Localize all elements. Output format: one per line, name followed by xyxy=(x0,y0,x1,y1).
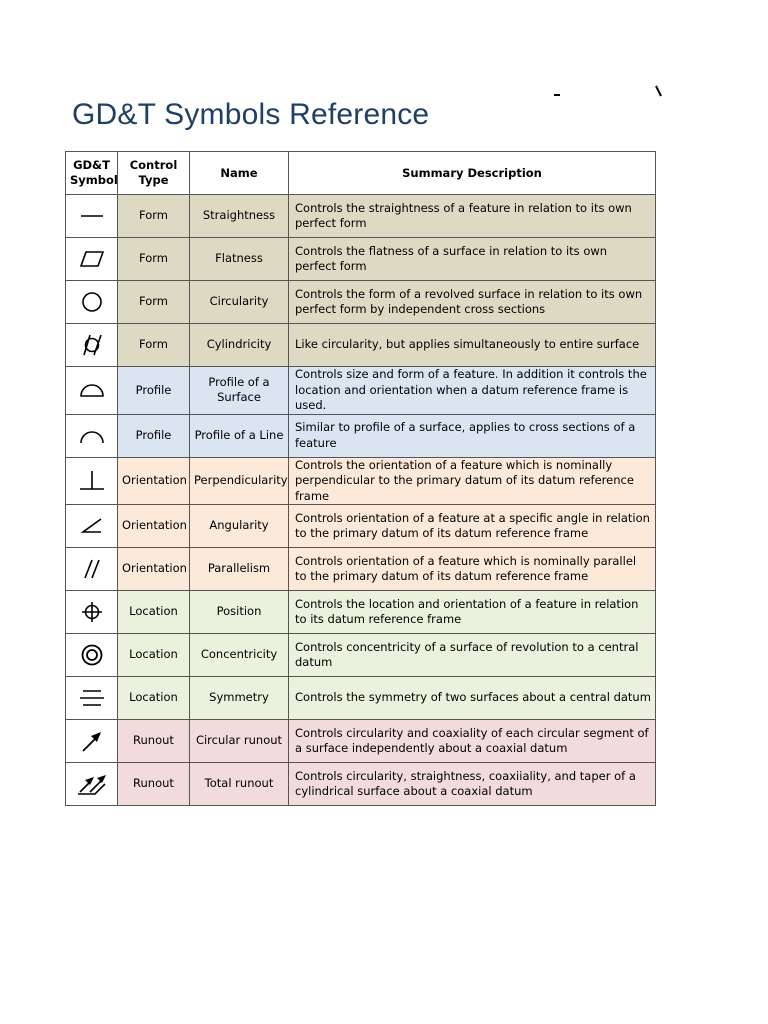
table-row xyxy=(66,414,656,457)
name-cell: Circular runout xyxy=(190,720,289,763)
description-cell: Controls the orientation of a feature which is nominally perpendicular to the primary datum of its datum reference frame xyxy=(289,457,656,505)
table-row xyxy=(66,548,656,591)
table-row xyxy=(66,634,656,677)
name-cell: Parallelism xyxy=(190,548,289,591)
control-type-cell: Form xyxy=(118,195,190,238)
table-row xyxy=(66,367,656,415)
control-type-cell: Orientation xyxy=(118,457,190,505)
control-type-cell: Runout xyxy=(118,720,190,763)
name-cell: Perpendicularity xyxy=(190,457,289,505)
control-type-cell: Orientation xyxy=(118,548,190,591)
stray-mark-icon xyxy=(652,82,666,98)
name-cell: Flatness xyxy=(190,238,289,281)
symbol-cell xyxy=(66,634,118,677)
symbol-cell xyxy=(66,763,118,806)
parallelism-icon xyxy=(77,556,107,582)
name-cell: Position xyxy=(190,591,289,634)
description-cell: Controls the location and orientation of a feature in relation to its datum reference frame xyxy=(289,591,656,634)
name-cell: Angularity xyxy=(190,505,289,548)
header-description: Summary Description xyxy=(289,152,656,195)
control-type-cell: Form xyxy=(118,281,190,324)
control-type-cell: Location xyxy=(118,591,190,634)
circular-runout-icon xyxy=(77,727,107,755)
description-cell: Like circularity, but applies simultaneously to entire surface xyxy=(289,324,656,367)
description-cell: Similar to profile of a surface, applies to cross sections of a feature xyxy=(289,414,656,457)
control-type-cell: Form xyxy=(118,324,190,367)
position-icon xyxy=(77,598,107,626)
symmetry-icon xyxy=(77,686,107,710)
control-type-cell: Location xyxy=(118,634,190,677)
angularity-icon xyxy=(77,514,107,538)
name-cell: Straightness xyxy=(190,195,289,238)
symbol-cell xyxy=(66,324,118,367)
description-cell: Controls circularity and coaxiality of each circular segment of a surface independently about a coaxial datum xyxy=(289,720,656,763)
table-row xyxy=(66,324,656,367)
table-row xyxy=(66,720,656,763)
symbol-cell xyxy=(66,720,118,763)
table-row xyxy=(66,505,656,548)
description-cell: Controls concentricity of a surface of revolution to a central datum xyxy=(289,634,656,677)
name-cell: Circularity xyxy=(190,281,289,324)
control-type-cell: Form xyxy=(118,238,190,281)
symbol-cell xyxy=(66,195,118,238)
name-cell: Profile of a Line xyxy=(190,414,289,457)
control-type-cell: Profile xyxy=(118,414,190,457)
symbol-cell xyxy=(66,238,118,281)
name-cell: Concentricity xyxy=(190,634,289,677)
symbol-cell xyxy=(66,281,118,324)
straightness-icon xyxy=(77,206,107,226)
header-name: Name xyxy=(190,152,289,195)
concentricity-icon xyxy=(77,641,107,669)
description-cell: Controls the form of a revolved surface in relation to its own perfect form by independent cross sections xyxy=(289,281,656,324)
name-cell: Symmetry xyxy=(190,677,289,720)
profile-line-icon xyxy=(77,426,107,446)
table-row xyxy=(66,763,656,806)
description-cell: Controls the symmetry of two surfaces about a central datum xyxy=(289,677,656,720)
table-row xyxy=(66,281,656,324)
symbol-cell xyxy=(66,457,118,505)
table-row xyxy=(66,195,656,238)
table-row xyxy=(66,677,656,720)
symbol-cell xyxy=(66,677,118,720)
name-cell: Profile of a Surface xyxy=(190,367,289,415)
perpendicularity-icon xyxy=(77,468,107,494)
control-type-cell: Runout xyxy=(118,763,190,806)
symbol-cell xyxy=(66,505,118,548)
cylindricity-icon xyxy=(77,332,107,358)
control-type-cell: Location xyxy=(118,677,190,720)
description-cell: Controls orientation of a feature at a specific angle in relation to the primary datum of its datum reference frame xyxy=(289,505,656,548)
profile-surface-icon xyxy=(77,380,107,400)
name-cell: Total runout xyxy=(190,763,289,806)
name-cell: Cylindricity xyxy=(190,324,289,367)
description-cell: Controls size and form of a feature. In addition it controls the location and orientation when a datum reference frame is used. xyxy=(289,367,656,415)
header-control-type: Control Type xyxy=(118,152,190,195)
control-type-cell: Profile xyxy=(118,367,190,415)
table-row xyxy=(66,238,656,281)
description-cell: Controls circularity, straightness, coaxiiality, and taper of a cylindrical surface about a coaxial datum xyxy=(289,763,656,806)
header-symbol: GD&T Symbol xyxy=(66,152,118,195)
control-type-cell: Orientation xyxy=(118,505,190,548)
total-runout-icon xyxy=(75,770,109,798)
description-cell: Controls the straightness of a feature in relation to its own perfect form xyxy=(289,195,656,238)
table-row xyxy=(66,457,656,505)
gdt-symbols-table xyxy=(65,151,656,806)
description-cell: Controls the flatness of a surface in relation to its own perfect form xyxy=(289,238,656,281)
page-title: GD&T Symbols Reference xyxy=(72,98,430,131)
table-header-row xyxy=(66,152,656,195)
flatness-icon xyxy=(77,249,107,269)
stray-mark-icon xyxy=(552,82,566,98)
table-row xyxy=(66,591,656,634)
description-cell: Controls orientation of a feature which is nominally parallel to the primary datum of its datum reference frame xyxy=(289,548,656,591)
circularity-icon xyxy=(77,290,107,314)
symbol-cell xyxy=(66,591,118,634)
symbol-cell xyxy=(66,367,118,415)
symbol-cell xyxy=(66,548,118,591)
symbol-cell xyxy=(66,414,118,457)
